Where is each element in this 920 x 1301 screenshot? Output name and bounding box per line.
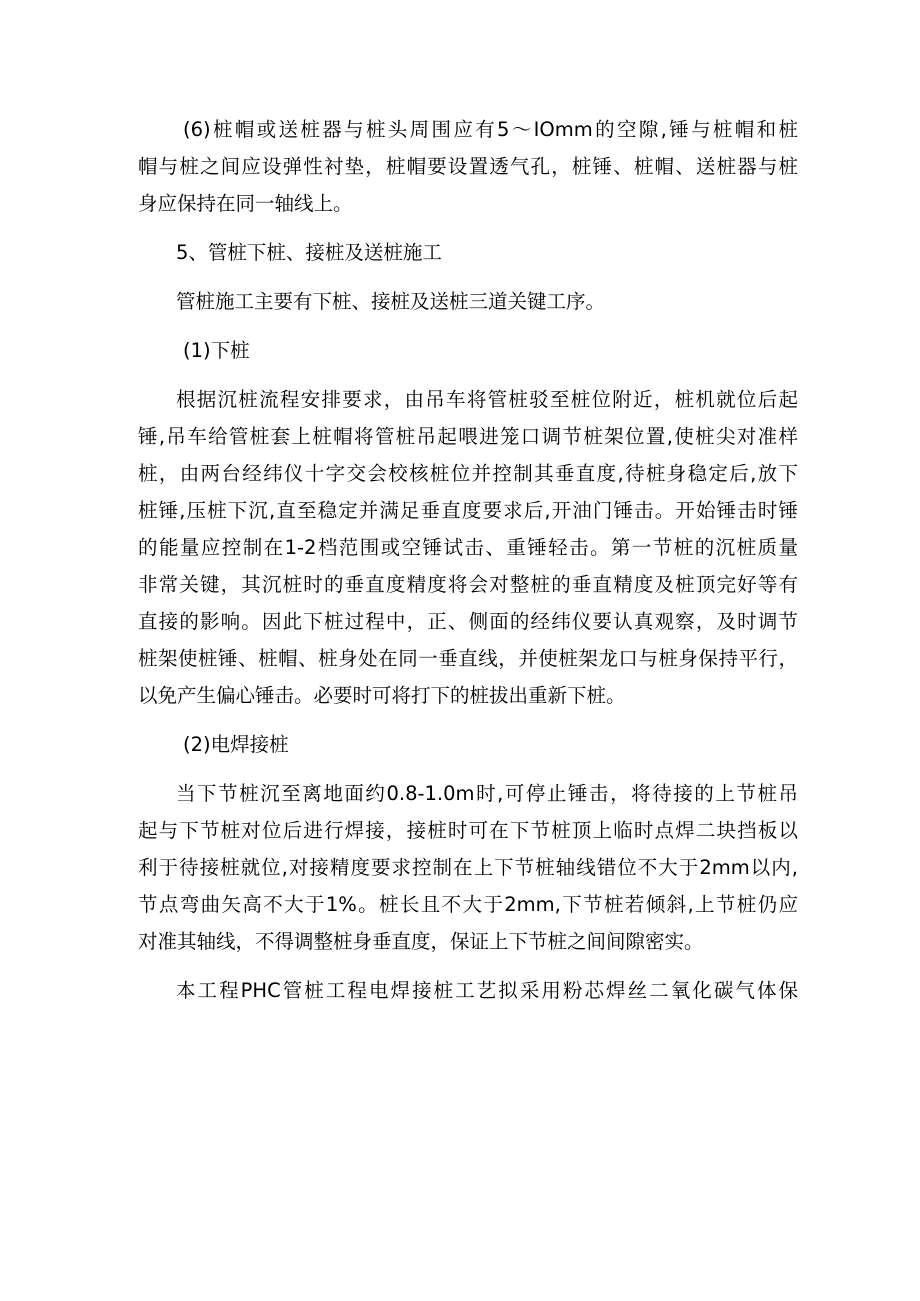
section-heading [138, 234, 798, 271]
text-line: 锤,吊车给管桩套上桩帽将管桩吊起喂进笼口调节桩架位置,使桩尖对准样 [138, 425, 798, 448]
text-line: (2)电焊接桩 [183, 733, 289, 756]
text-line: 当下节桩沉至离地面约0.8-1.0m时,可停止锤击，将待接的上节桩吊 [176, 782, 798, 805]
text-line: 根据沉桩流程安排要求，由吊车将管桩驳至桩位附近，桩机就位后起 [176, 388, 798, 411]
subheading-jiezhuang [138, 726, 798, 763]
text-line: 对准其轴线，不得调整桩身垂直度，保证上下节桩之间间隙密实。 [138, 930, 704, 953]
text-line: (6)桩帽或送桩器与桩头周围应有5～IOmm的空隙,锤与桩帽和桩 [183, 118, 798, 141]
text-line: 本工程PHC管桩工程电焊接桩工艺拟采用粉芯焊丝二氧化碳气体保 [176, 979, 798, 1002]
text-line: 节点弯曲矢高不大于1%。桩长且不大于2mm,下节桩若倾斜,上节桩仍应 [138, 893, 798, 916]
text-line: 身应保持在同一轴线上。 [138, 192, 353, 215]
text-line: 桩，由两台经纬仪十字交会校核桩位并控制其垂直度,待桩身稳定后,放下 [138, 462, 798, 485]
paragraph-jiezhuang [138, 775, 798, 960]
text-line: 起与下节桩对位后进行焊接，接桩时可在下节桩顶上临时点焊二块挡板以 [138, 819, 798, 842]
paragraph-xiazhuang [138, 381, 798, 714]
paragraph-6 [138, 111, 798, 222]
text-line: 的能量应控制在1-2档范围或空锤试击、重锤轻击。第一节桩的沉桩质量 [138, 536, 798, 559]
text-line: 管桩施工主要有下桩、接桩及送桩三道关键工序。 [176, 290, 606, 313]
text-line: 直接的影响。因此下桩过程中，正、侧面的经纬仪要认真观察，及时调节 [138, 610, 798, 633]
text-line: 利于待接桩就位,对接精度要求控制在上下节桩轴线错位不大于2mm以内, [138, 856, 798, 879]
text-line: 桩锤,压桩下沉,直至稳定并满足垂直度要求后,开油门锤击。开始锤击时锤 [138, 499, 798, 522]
paragraph-phc [138, 972, 798, 1009]
document-body [138, 111, 798, 1009]
text-line: 非常关键，其沉桩时的垂直度精度将会对整桩的垂直精度及桩顶完好等有 [138, 573, 798, 596]
intro-paragraph [138, 283, 798, 320]
text-line: (1)下桩 [183, 339, 250, 362]
text-line: 以免产生偏心锤击。必要时可将打下的桩拔出重新下桩。 [138, 684, 626, 707]
text-line: 桩架使桩锤、桩帽、桩身处在同一垂直线，并使桩架龙口与桩身保持平行， [138, 647, 798, 670]
text-line: 帽与桩之间应设弹性衬垫，桩帽要设置透气孔，桩锤、桩帽、送桩器与桩 [138, 155, 798, 178]
subheading-xiazhuang [138, 332, 798, 369]
text-line: 5、管桩下桩、接桩及送桩施工 [176, 241, 442, 264]
